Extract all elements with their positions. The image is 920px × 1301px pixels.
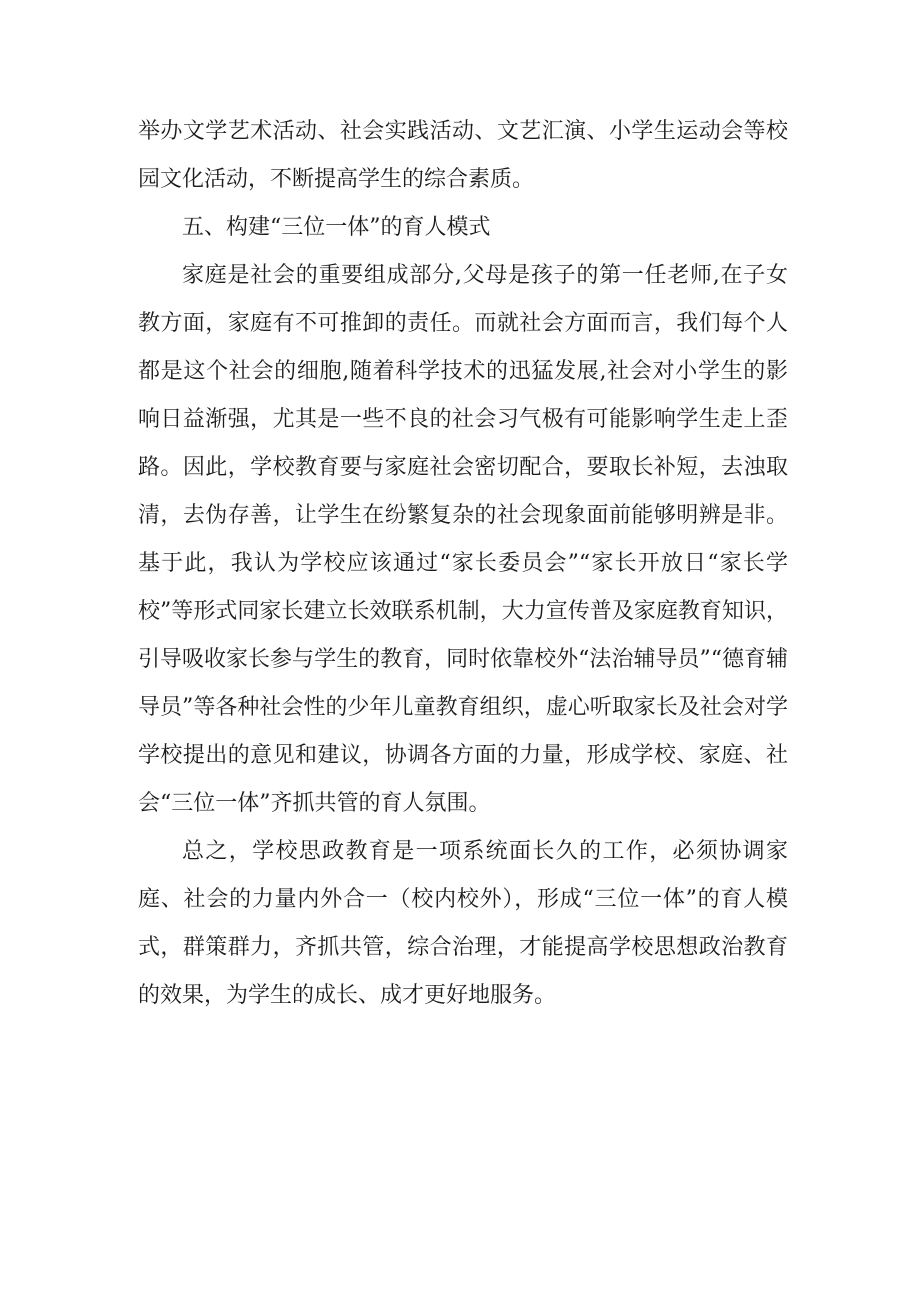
section-heading: 五、构建“三位一体”的育人模式: [182, 215, 491, 240]
document-body: [138, 108, 788, 1020]
paragraph-family-society: 家庭是社会的重要组成部分,父母是孩子的第一任老师,在子女教方面，家庭有不可推卸的责任。而就社会方面而言，我们每个人都是这个社会的细胞,随着科学技术的迅猛发展,社会对小学生的影响日益渐强，尤其是一些不良的社会习气极有可能影响学生走上歪路。因此，学校教育要与家庭社会密切配合，要取长补短，去浊取清，去伪存善，让学生在纷繁复杂的社会现象面前能够明辨是非。基于此，我认为学校应该通过“家长委员会”“家长开放日“家长学校”等形式同家长建立长效联系机制，大力宣传普及家庭教育知识，引导吸收家长参与学生的教育，同时依靠校外“法治辅导员”“德育辅导员”等各种社会性的少年儿童教育组织，虚心听取家长及社会对学学校提出的意见和建议，协调各方面的力量，形成学校、家庭、社会“三位一体”齐抓共管的育人氛围。: [138, 263, 788, 816]
paragraph-continuation: 举办文学艺术活动、社会实践活动、文艺汇演、小学生运动会等校园文化活动，不断提高学生的综合素质。: [138, 119, 788, 192]
paragraph-conclusion: 总之，学校思政教育是一项系统面长久的工作，必须协调家庭、社会的力量内外合一（校内校外），形成“三位一体”的育人模式，群策群力，齐抓共管，综合治理，才能提高学校思想政治教育的效果，为学生的成长、成才更好地服务。: [138, 839, 788, 1008]
